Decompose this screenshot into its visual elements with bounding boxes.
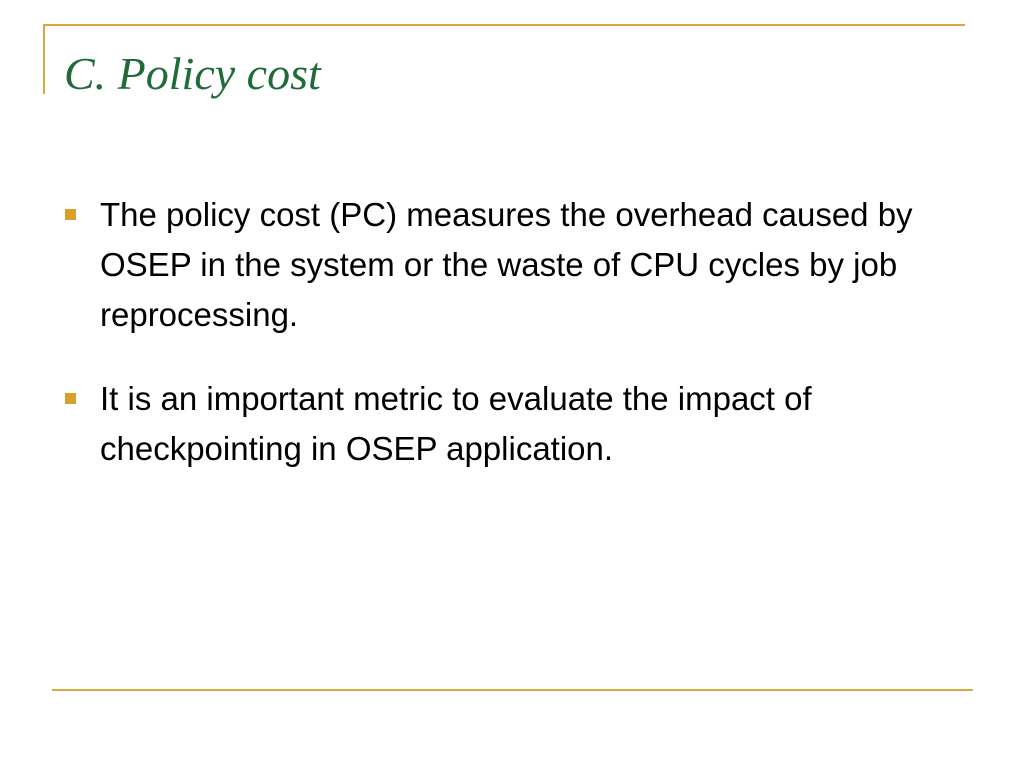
bullet-text: It is an important metric to evaluate the impact of checkpointing in OSEP application. <box>100 380 812 467</box>
square-bullet-icon <box>65 209 76 220</box>
slide-title: C. Policy cost <box>64 48 321 99</box>
square-bullet-icon <box>65 393 76 404</box>
bullet-list <box>62 190 962 508</box>
bottom-border-line <box>52 689 973 691</box>
bullet-item <box>62 190 962 340</box>
bullet-item <box>62 374 962 474</box>
bullet-text: The policy cost (PC) measures the overhead caused by OSEP in the system or the waste of CPU cycles by job reprocessing. <box>100 196 913 333</box>
top-border-line <box>43 24 965 26</box>
left-border-line <box>43 24 45 94</box>
